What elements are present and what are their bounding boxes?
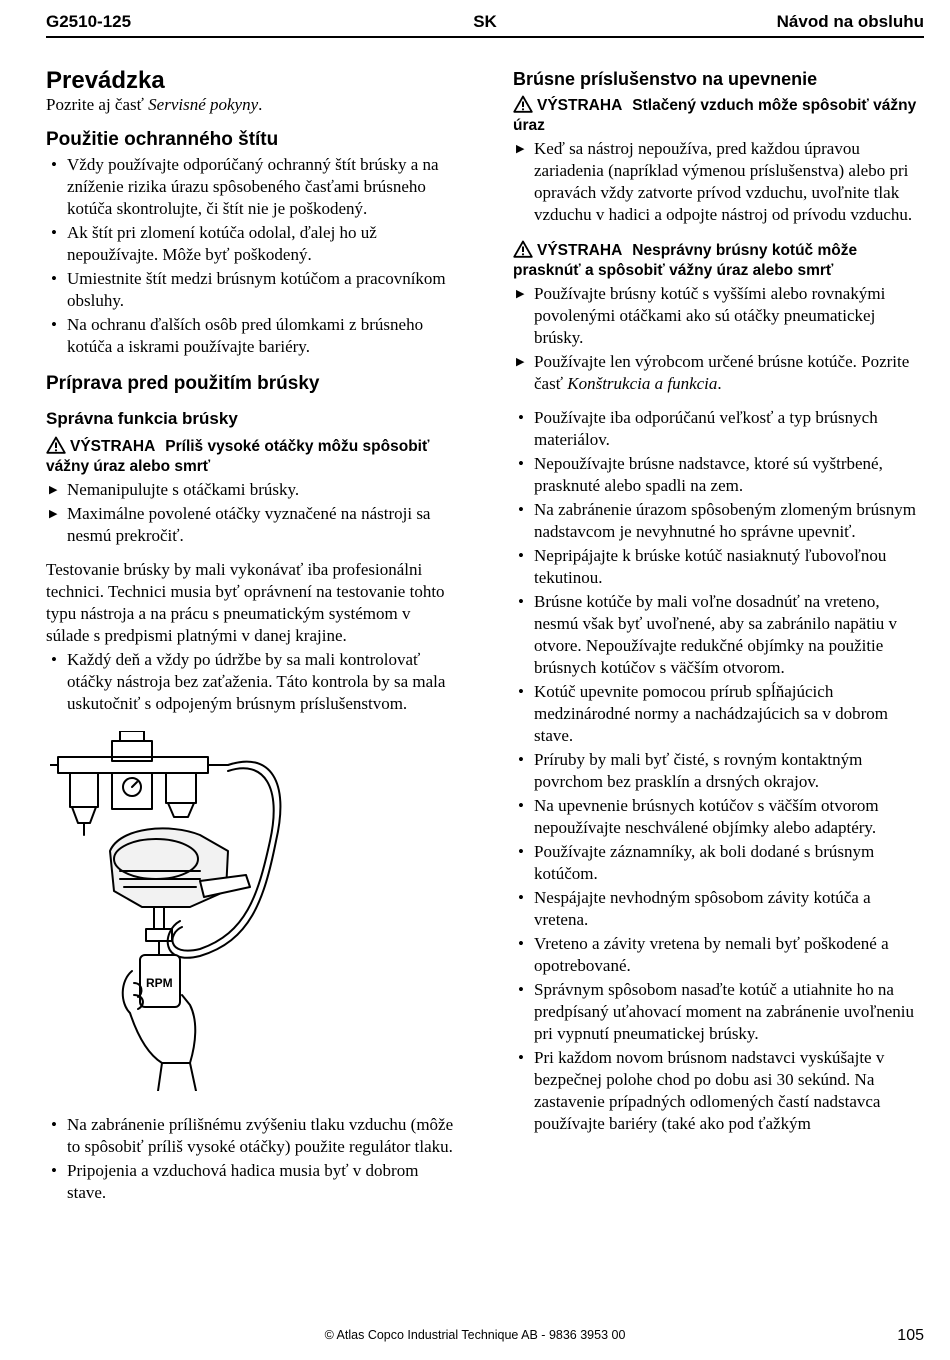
list-item: • Pri každom novom brúsnom nadstavci vyskúšajte v bezpečnej polohe chod po dobu asi 30 sekúnd. Na zastavenie prípadných odlomených častí nadstavca používajte bariéry (také ako pod ťažkým (518, 1048, 885, 1133)
warning-block (46, 436, 458, 477)
warning-block (513, 95, 928, 136)
accessories-list (513, 407, 928, 1135)
list-item: • Umiestnite štít medzi brúsnym kotúčom a pracovníkom obsluhy. (51, 269, 446, 310)
warning-block (513, 240, 928, 281)
warning-triangle-icon (46, 436, 66, 454)
pressure-list (46, 1114, 458, 1204)
list-item: • Ak štít pri zlomení kotúča odolal, ďalej ho už nepoužívajte. Môže byť poškodený. (51, 223, 377, 264)
list-item: • Príruby by mali byť čisté, s rovným kontaktným povrchom bez prasklín a drsných okrajov. (518, 750, 863, 791)
arrow-right-icon: ▶ (516, 288, 525, 300)
warning-triangle-icon (513, 95, 533, 113)
list-item: ▶ Keď sa nástroj nepoužíva, pred každou úpravou zariadenia (napríklad výmenou príslušenstva) alebo pri opravách vždy zatvorte prívod vzduchu, uvoľnite tlak vzduchu v hadici a odpojte nástroj od prívodu vzduchu. (516, 139, 913, 224)
construction-link: Konštrukcia a funkcia (567, 374, 718, 393)
prep-heading: Príprava pred použitím brúsky (46, 373, 320, 394)
list-item: • Na zabránenie prílišnému zvýšeniu tlaku vzduchu (môže to spôsobiť príliš vysoké otáčky) použite regulátor tlaku. (51, 1115, 454, 1156)
servicing-link: Servisné pokyny (148, 95, 259, 114)
list-item: ▶ Používajte brúsny kotúč s vyššími alebo rovnakými povolenými otáčkami ako sú otáčky pneumatickej brúsky. (516, 284, 886, 347)
warning-actions (513, 283, 928, 395)
accessories-heading: Brúsne príslušenstvo na upevnenie (513, 69, 818, 89)
list-item: • Kotúč upevnite pomocou prírub spĺňajúcich medzinárodné normy a nachádzajúcich sa v dobrom stave. (518, 682, 889, 745)
list-item: ▶ Maximálne povolené otáčky vyznačené na nástroji sa nesmú prekročiť. (49, 504, 431, 545)
page-header (46, 10, 924, 38)
right-column (513, 68, 928, 1137)
arrow-right-icon: ▶ (49, 508, 58, 520)
list-item: • Brúsne kotúče by mali voľne dosadnúť na vreteno, nesmú však byť uvoľnené, aby sa zabránilo napätiu v otvore. Nepoužívajte redukčné objímky na použitie brúsnych kotúčov s väčším otvorom. (518, 592, 898, 677)
warning-actions (46, 479, 458, 547)
warning-text: Nesprávny brúsny kotúč môže prasknúť a spôsobiť vážny úraz alebo smrť (513, 242, 858, 279)
guard-list (46, 154, 458, 358)
intro-text: Pozrite aj časť Servisné pokyny. (46, 95, 263, 114)
left-column (46, 66, 458, 1206)
list-item: • Vreteno a závity vretena by nemali byť poškodené a opotrebované. (518, 934, 889, 975)
arrow-right-icon: ▶ (516, 356, 525, 368)
list-item: • Každý deň a vždy po údržbe by sa mali kontrolovať otáčky nástroja bez zaťaženia. Táto kontrola by sa mala uskutočniť s odpojeným brúsnym príslušenstvom. (51, 650, 446, 713)
section-title: Prevádzka (46, 67, 165, 94)
list-item: • Používajte záznamníky, ak boli dodané s brúsnym kotúčom. (518, 842, 875, 883)
rpm-label: RPM (146, 976, 173, 990)
function-heading: Správna funkcia brúsky (46, 409, 238, 428)
copyright-text: © Atlas Copco Industrial Technique AB - 9836 3953 00 (324, 1328, 626, 1342)
daily-check-list (46, 649, 458, 715)
page-number: 105 (897, 1327, 924, 1344)
document-title: Návod na obsluhu (776, 12, 924, 31)
list-item: • Na zabránenie úrazom spôsobeným zlomeným brúsnym nadstavcom je nevyhnutné ho správne upevniť. (518, 500, 916, 541)
warning-label: VÝSTRAHA (70, 438, 156, 455)
testing-paragraph: Testovanie brúsky by mali vykonávať iba profesionálni technici. Technici musia byť oprávnení na testovanie tohto typu nástroja a na prácu s pneumatickým systémom v súlade s predpismi platnými v danej krajine. (46, 560, 445, 645)
list-item: • Nespájajte nevhodným spôsobom závity kotúča a vretena. (518, 888, 871, 929)
list-item: • Používajte iba odporúčanú veľkosť a typ brúsnych materiálov. (518, 408, 878, 449)
guard-heading: Použitie ochranného štítu (46, 129, 279, 150)
arrow-right-icon: ▶ (49, 484, 58, 496)
list-item: • Na ochranu ďalších osôb pred úlomkami z brúsneho kotúča a iskrami používajte bariéry. (51, 315, 424, 356)
list-item: ▶ Nemanipulujte s otáčkami brúsky. (49, 480, 300, 499)
list-item: • Nepripájajte k brúske kotúč nasiaknutý ľubovoľnou tekutinou. (518, 546, 887, 587)
arrow-right-icon: ▶ (516, 143, 525, 155)
list-item: • Vždy používajte odporúčaný ochranný štít brúsky a na zníženie rizika úrazu spôsobeného časťami brúsneho kotúča skontrolujte, či štít nie je poškodený. (51, 155, 439, 218)
list-item: • Nepoužívajte brúsne nadstavce, ktoré sú vyštrbené, prasknuté alebo spadli na zem. (518, 454, 883, 495)
language-code: SK (473, 12, 497, 31)
warning-label: VÝSTRAHA (537, 97, 623, 114)
warning-text: Príliš vysoké otáčky môžu spôsobiť vážny úraz alebo smrť (46, 438, 430, 475)
list-item: • Na upevnenie brúsnych kotúčov s väčším otvorom nepoužívajte neschválené objímky alebo adaptéry. (518, 796, 879, 837)
list-item: • Správnym spôsobom nasaďte kotúč a utiahnite ho na predpísaný uťahovací moment na zabránenie uvoľneniu pri vypnutí pneumatickej brúsky. (518, 980, 915, 1043)
warning-actions (513, 138, 928, 226)
list-item: • Pripojenia a vzduchová hadica musia byť v dobrom stave. (51, 1161, 419, 1202)
warning-triangle-icon (513, 240, 533, 258)
document-code: G2510-125 (46, 12, 132, 31)
warning-text: Stlačený vzduch môže spôsobiť vážny úraz (513, 97, 917, 134)
list-item: ▶ Používajte len výrobcom určené brúsne kotúče. Pozrite časť Konštrukcia a funkcia. (516, 352, 910, 393)
warning-label: VÝSTRAHA (537, 242, 623, 259)
rpm-test-illustration (50, 731, 370, 1091)
